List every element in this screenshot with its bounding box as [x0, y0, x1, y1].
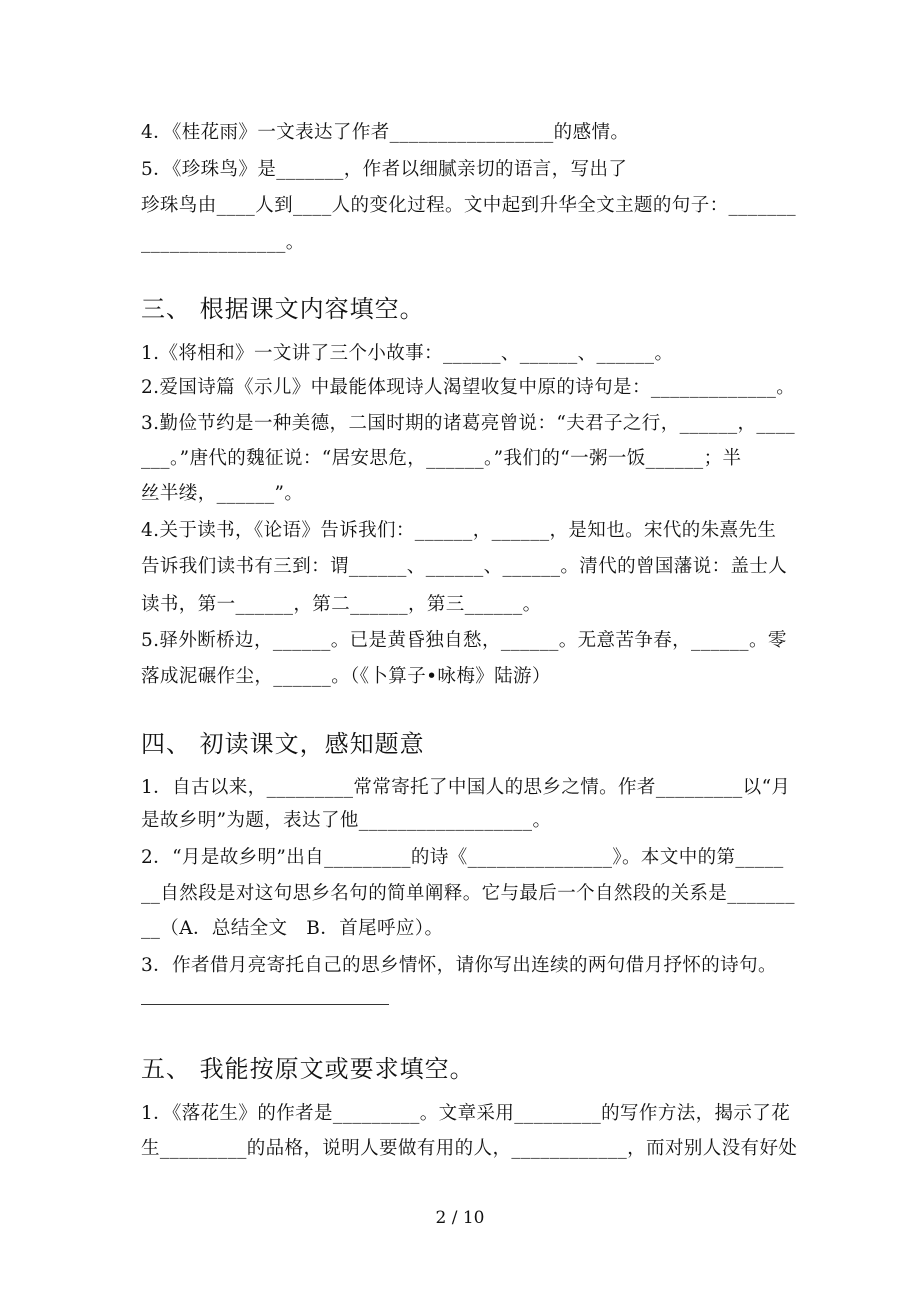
answer-line [141, 1004, 389, 1005]
section-3-question-5-line-2: 落成泥碾作尘，______。（《卜算子•咏梅》陆游） [141, 666, 551, 687]
section-4-question-2-line-2: __自然段是对这句思乡名句的简单阐释。它与最后一个自然段的关系是_______ [141, 883, 795, 904]
question-4-line: 4．《桂花雨》一文表达了作者_________________的感情。 [141, 122, 630, 143]
section-5-heading: 五、 我能按原文或要求填空。 [141, 1055, 475, 1083]
section-3-question-5: 5.驿外断桥边，______。已是黄昏独自愁，______。无意苦争春，______。零 [141, 630, 787, 651]
section-4-heading: 四、 初读课文，感知题意 [141, 730, 425, 758]
section-4-question-1-line-2: 是故乡明”为题，表达了他__________________。 [141, 810, 552, 831]
section-3-question-4-line-2: 告诉我们读书有三到：谓______、______、______。清代的曾国藩说：盖士人 [141, 556, 788, 577]
section-4-question-2: 2．“月是故乡明”出自_________的诗《_______________》。本文中的第_____ [141, 847, 784, 868]
question-5-continued-line: 珍珠鸟由____人到____人的变化过程。文中起到升华全文主题的句子：_______ [141, 195, 797, 216]
section-5-question-1-line-2: 生_________的品格，说明人要做有用的人，____________，而对别人没有好处 [141, 1138, 798, 1159]
page-number: 2 / 10 [435, 1208, 485, 1228]
section-5-question-1: 1．《落花生》的作者是_________。文章采用_________的写作方法，揭示了花 [141, 1103, 791, 1124]
section-3-question-3-line-2: ___。”唐代的魏征说：“居安思危，______。”我们的“一粥一饭______；半 [141, 448, 742, 469]
question-5-line: 5．《珍珠鸟》是_______，作者以细腻亲切的语言，写出了 [141, 159, 628, 180]
section-3-question-4-line-3: 读书，第一______，第二______，第三______。 [141, 594, 542, 615]
section-3-question-4: 4.关于读书，《论语》告诉我们：______，______，是知也。宋代的朱熹先生 [141, 520, 777, 541]
section-4-question-3: 3．作者借月亮寄托自己的思乡情怀，请你写出连续的两句借月抒怀的诗句。 [141, 955, 777, 976]
section-3-question-3-line-3: 丝半缕，______”。 [141, 483, 304, 504]
section-3-question-2: 2.爱国诗篇《示儿》中最能体现诗人渴望收复中原的诗句是：_____________。 [141, 377, 796, 398]
section-3-question-1: 1.《将相和》一文讲了三个小故事：______、______、______。 [141, 343, 674, 364]
section-4-question-1: 1．自古以来，_________常常寄托了中国人的思乡之情。作者_________以“月 [141, 777, 791, 798]
question-5-blank-line: _______________。 [141, 232, 305, 253]
section-4-question-2-line-3: __（A．总结全文 B．首尾呼应）。 [141, 918, 444, 939]
section-3-question-3: 3.勤俭节约是一种美德，二国时期的诸葛亮曾说：“夫君子之行，______，____ [141, 413, 796, 434]
section-3-heading: 三、 根据课文内容填空。 [141, 295, 425, 323]
